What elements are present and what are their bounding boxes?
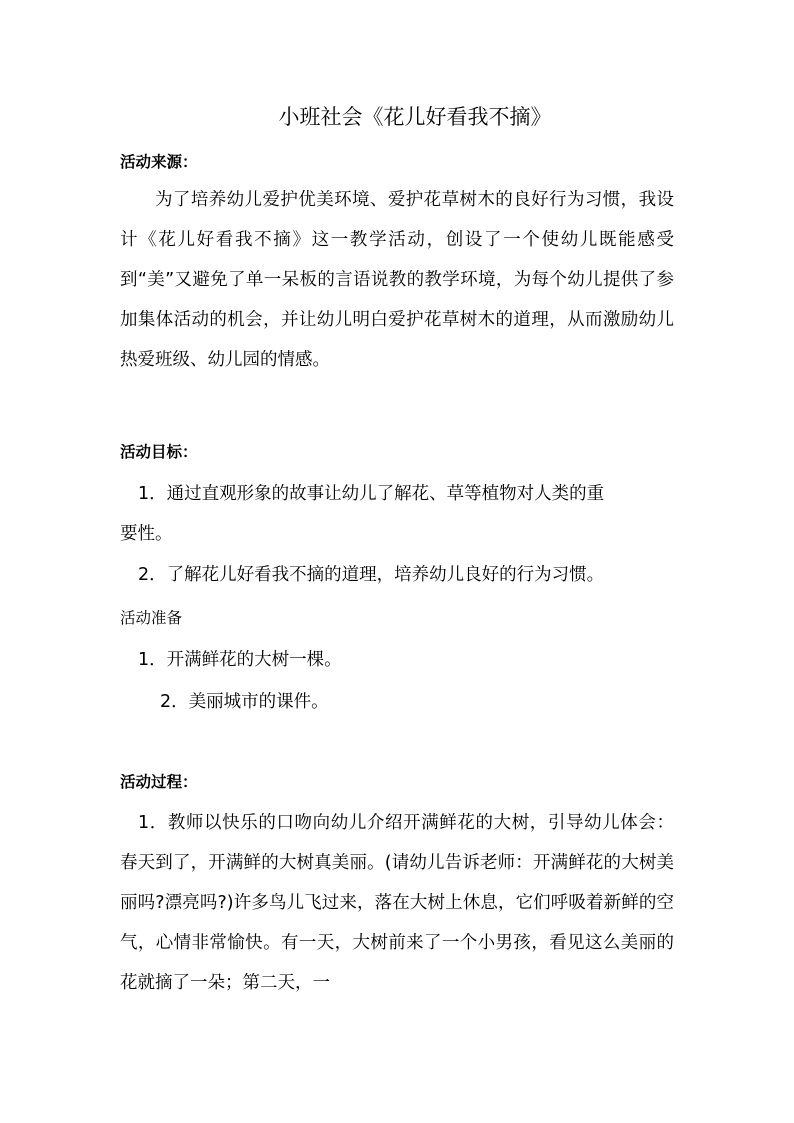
source-heading: 活动来源： <box>120 153 198 171</box>
prep-item-1: 1．开满鲜花的大树一棵。 <box>138 650 342 670</box>
goal-item-1-line-2: 要性。 <box>120 524 173 544</box>
prep-heading: 活动准备 <box>120 609 183 627</box>
process-heading: 活动过程： <box>120 773 198 791</box>
process-paragraph-1: 1．教师以快乐的口吻向幼儿介绍开满鲜花的大树，引导幼儿体会：春天到了，开满鲜的大树真美丽。(请幼儿告诉老师：开满鲜花的大树美丽吗?漂亮吗?)许多鸟儿飞过来，落在大树上休息，它们呼吸着新鲜的空气，心情非常愉快。有一天，大树前来了一个小男孩，看见这么美丽的花就摘了一朵；第二天，一 <box>120 813 674 993</box>
goal-item-2: 2．了解花儿好看我不摘的道理，培养幼儿良好的行为习惯。 <box>138 565 605 585</box>
prep-item-2: 2．美丽城市的课件。 <box>160 692 329 712</box>
goals-heading: 活动目标： <box>120 443 198 461</box>
document-title: 小班社会《花儿好看我不摘》 <box>278 105 552 129</box>
source-paragraph: 为了培养幼儿爱护优美环境、爱护花草树木的良好行为习惯，我设计《花儿好看我不摘》这一教学活动，创设了一个使幼儿既能感受到“美”又避免了单一呆板的言语说教的教学环境，为每个幼儿提供了参加集体活动的机会，并让幼儿明白爱护花草树木的道理，从而激励幼儿热爱班级、幼儿园的情感。 <box>120 190 674 370</box>
goal-item-1-line-1: 1．通过直观形象的故事让幼儿了解花、草等植物对人类的重 <box>138 484 605 504</box>
